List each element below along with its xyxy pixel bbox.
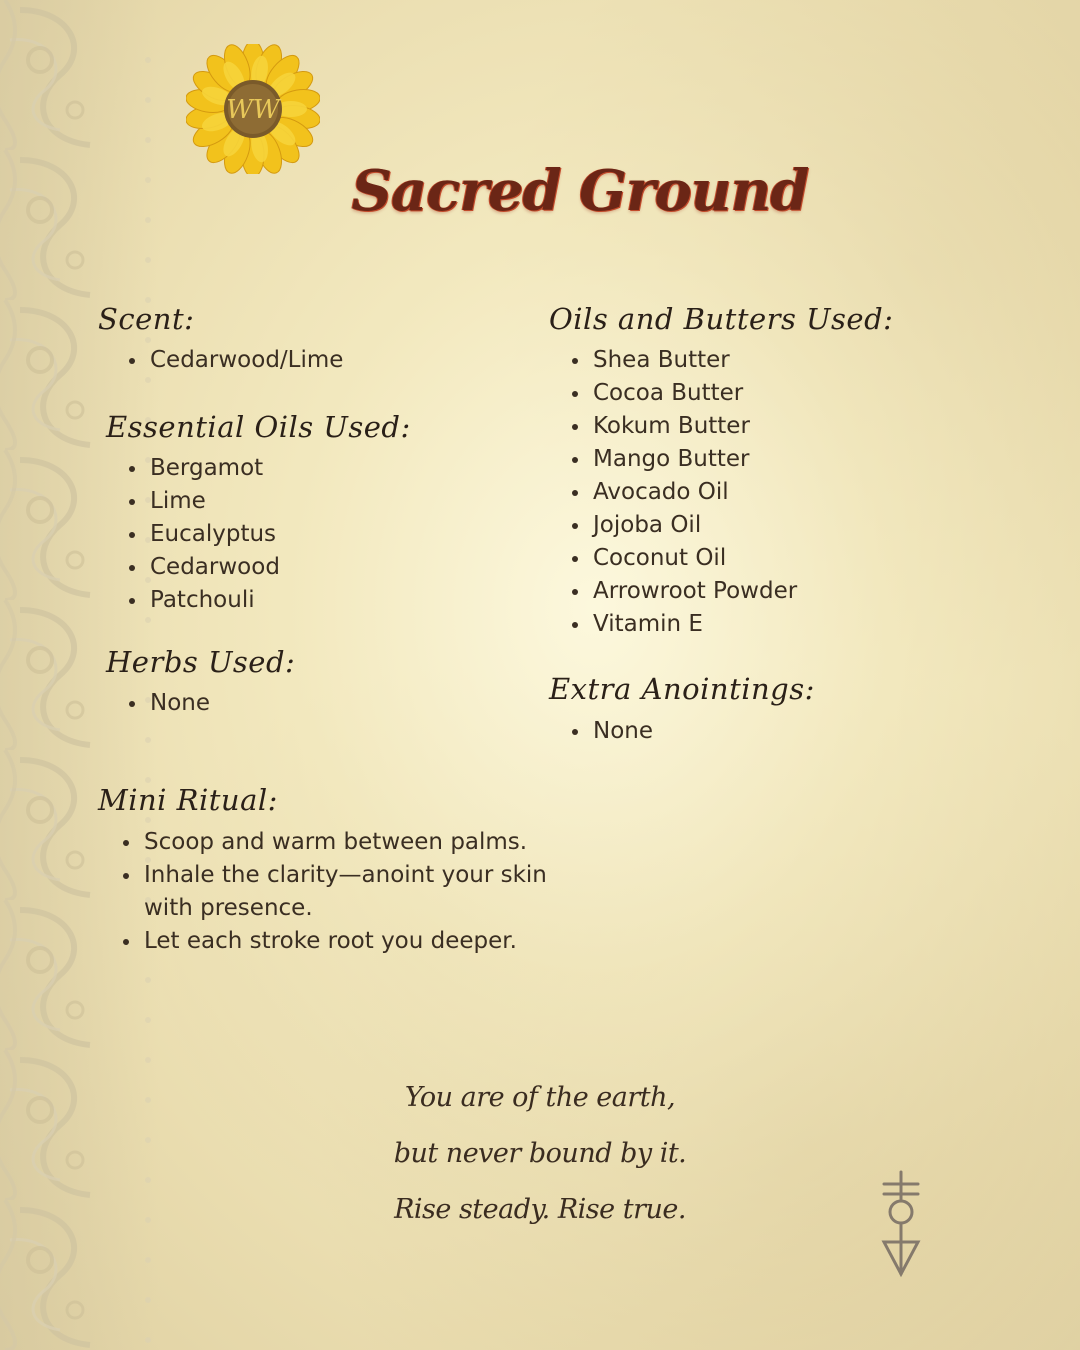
herbs-heading: Herbs Used: bbox=[106, 645, 296, 679]
mini-ritual-list bbox=[120, 826, 574, 958]
list-item: Mango Butter bbox=[569, 443, 797, 476]
essential-oils-heading: Essential Oils Used: bbox=[106, 410, 411, 444]
essential-oils-list bbox=[126, 452, 280, 617]
list-item: Patchouli bbox=[126, 584, 280, 617]
oils-butters-list bbox=[569, 344, 797, 641]
list-item: Eucalyptus bbox=[126, 518, 280, 551]
list-item: Let each stroke root you deeper. bbox=[120, 925, 574, 958]
list-item: Avocado Oil bbox=[569, 476, 797, 509]
extra-anointings-list bbox=[569, 715, 653, 748]
list-item: Bergamot bbox=[126, 452, 280, 485]
list-item: Cedarwood bbox=[126, 551, 280, 584]
logo-initials: WW bbox=[226, 95, 280, 125]
list-item: None bbox=[569, 715, 653, 748]
oils-butters-heading: Oils and Butters Used: bbox=[549, 302, 894, 336]
page-title: Sacred Ground bbox=[351, 158, 809, 224]
poem-line: Rise steady. Rise true. bbox=[394, 1194, 686, 1225]
list-item: None bbox=[126, 687, 210, 720]
poem-line: but never bound by it. bbox=[393, 1138, 687, 1169]
earth-alchemy-symbol-icon bbox=[876, 1170, 926, 1280]
list-item: Coconut Oil bbox=[569, 542, 797, 575]
list-item: Cocoa Butter bbox=[569, 377, 797, 410]
list-item: Shea Butter bbox=[569, 344, 797, 377]
extra-anointings-heading: Extra Anointings: bbox=[549, 672, 815, 706]
herbs-list bbox=[126, 687, 210, 720]
poem-line: You are of the earth, bbox=[404, 1082, 676, 1113]
scent-heading: Scent: bbox=[98, 302, 195, 336]
mini-ritual-heading: Mini Ritual: bbox=[98, 783, 278, 817]
list-item: Cedarwood/Lime bbox=[126, 344, 343, 377]
list-item: Arrowroot Powder bbox=[569, 575, 797, 608]
list-item: Inhale the clarity—anoint your skin with presence. bbox=[120, 859, 574, 925]
list-item: Jojoba Oil bbox=[569, 509, 797, 542]
list-item: Scoop and warm between palms. bbox=[120, 826, 574, 859]
scent-list bbox=[126, 344, 343, 377]
list-item: Vitamin E bbox=[569, 608, 797, 641]
sunflower-logo-icon bbox=[186, 44, 320, 174]
list-item: Kokum Butter bbox=[569, 410, 797, 443]
list-item: Lime bbox=[126, 485, 280, 518]
